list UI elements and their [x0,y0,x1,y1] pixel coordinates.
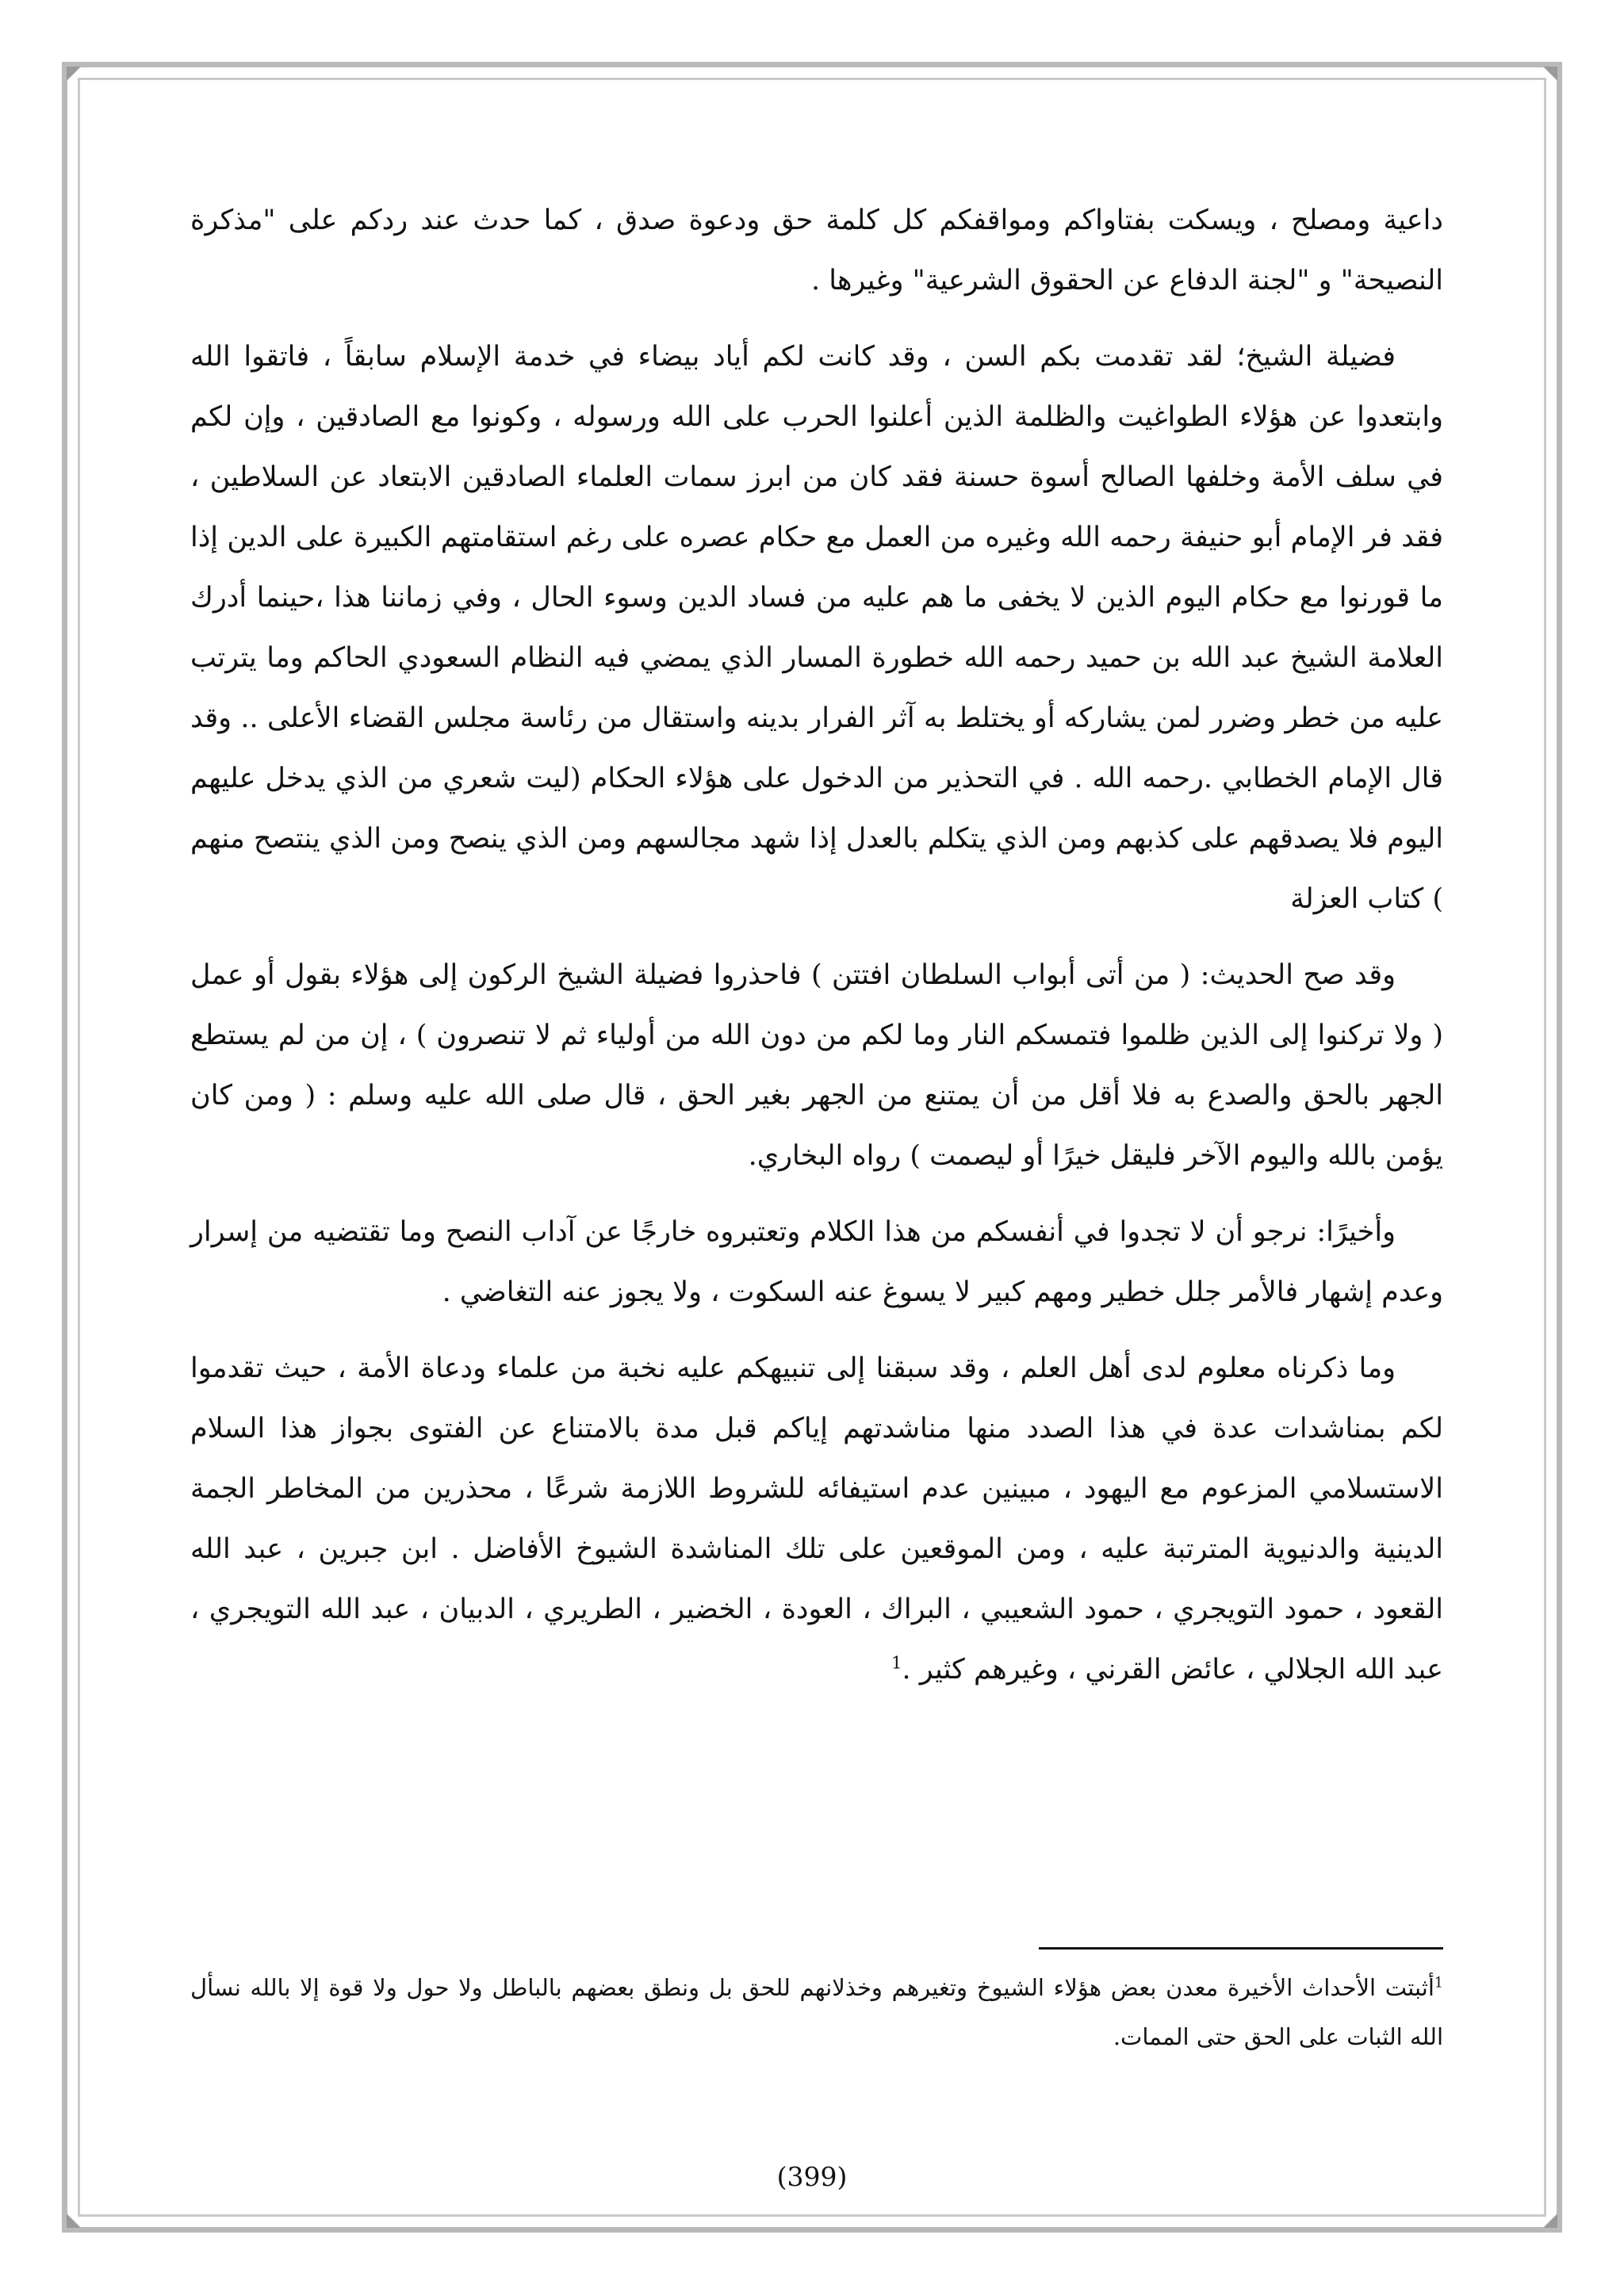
footnote-reference[interactable]: 1 [891,1653,902,1673]
corner-ornament-bottom-right [1543,2214,1557,2228]
paragraph: وما ذكرناه معلوم لدى أهل العلم ، وقد سبقنا إلى تنبيهكم عليه نخبة من علماء ودعاة الأمة ، حيث تقدموا لكم بمناشدات عدة في هذا الصدد منها مناشدتهم إياكم قبل مدة بالامتناع عن الفتوى بجواز هذا السلام الاستسلامي المزعوم مع اليهود ، مبينين عدم استيفائه للشروط اللازمة شرعًا ، محذرين من المخاطر الجمة الدينية والدنيوية المترتبة عليه ، ومن الموقعين على تلك المناشدة الشيوخ الأفاضل . ابن جبرين ، عبد الله القعود ، حمود التويجري ، حمود الشعيبي ، البراك ، العودة ، الخضير ، الطريري ، الدبيان ، عبد الله التويجري ، عبد الله الجلالي ، عائض القرني ، وغيرهم كثير . [190,1353,1443,1686]
main-text [190,190,1443,1716]
footnote-marker: 1 [1434,1975,1443,1992]
paragraph: وأخيرًا: نرجو أن لا تجدوا في أنفسكم من هذا الكلام وتعتبروه خارجًا عن آداب النصح وما تقتضيه من إسرار وعدم إشهار فالأمر جلل خطير ومهم كبير لا يسوغ عنه السكوت ، ولا يجوز عنه التغاضي . [190,1216,1443,1308]
corner-ornament-top-left [67,67,81,81]
paragraph: داعية ومصلح ، ويسكت بفتاواكم ومواقفكم كل كلمة حق ودعوة صدق ، كما حدث عند ردكم على "مذكرة النصيحة" و "لجنة الدفاع عن الحقوق الشرعية" وغيرها . [190,205,1443,297]
footnote-text: أثبتت الأحداث الأخيرة معدن بعض هؤلاء الشيوخ وتغيرهم وخذلانهم للحق بل ونطق بعضهم بالباطل ولا حول ولا قوة إلا بالله نسأل الله الثبات على الحق حتى الممات. [190,1974,1443,2050]
paragraph: وقد صح الحديث: ( من أتى أبواب السلطان افتتن ) فاحذروا فضيلة الشيخ الركون إلى هؤلاء بقول أو عمل ( ولا تركنوا إلى الذين ظلموا فتمسكم النار وما لكم من دون الله من أولياء ثم لا تنصرون ) ، إن من لم يستطع الجهر بالحق والصدع به فلا أقل من أن يمتنع من الجهر بغير الحق ، قال صلى الله عليه وسلم : ( ومن كان يؤمن بالله واليوم الآخر فليقل خيرًا أو ليصمت ) رواه البخاري. [190,959,1443,1172]
page-number: (399) [776,2161,848,2192]
corner-ornament-bottom-left [67,2214,81,2228]
paragraph-with-footnote [190,1338,1443,1700]
footnote-separator [1039,1947,1443,1950]
corner-ornament-top-right [1543,67,1557,81]
footnote [190,1963,1443,2061]
paragraph: فضيلة الشيخ؛ لقد تقدمت بكم السن ، وقد كانت لكم أياد بيضاء في خدمة الإسلام سابقاً ، فاتقوا الله وابتعدوا عن هؤلاء الطواغيت والظلمة الذين أعلنوا الحرب على الله ورسوله ، وكونوا مع الصادقين ، وإن لكم في سلف الأمة وخلفها الصالح أسوة حسنة فقد كان من ابرز سمات العلماء الصادقين الابتعاد عن السلاطين ، فقد فر الإمام أبو حنيفة رحمه الله وغيره من العمل مع حكام عصره على رغم استقامتهم الكبيرة على الدين إذا ما قورنوا مع حكام اليوم الذين لا يخفى ما هم عليه من فساد الدين وسوء الحال ، وفي زماننا هذا ،حينما أدرك العلامة الشيخ عبد الله بن حميد رحمه الله خطورة المسار الذي يمضي فيه النظام السعودي الحاكم وما يترتب عليه من خطر وضرر لمن يشاركه أو يختلط به آثر الفرار بدينه واستقال من رئاسة مجلس القضاء الأعلى .. وقد قال الإمام الخطابي .رحمه الله . في التحذير من الدخول على هؤلاء الحكام (ليت شعري من الذي يدخل عليهم اليوم فلا يصدقهم على كذبهم ومن الذي يتكلم بالعدل إذا شهد مجالسهم ومن الذي ينصح ومن الذي ينتصح منهم ) كتاب العزلة [190,341,1443,915]
